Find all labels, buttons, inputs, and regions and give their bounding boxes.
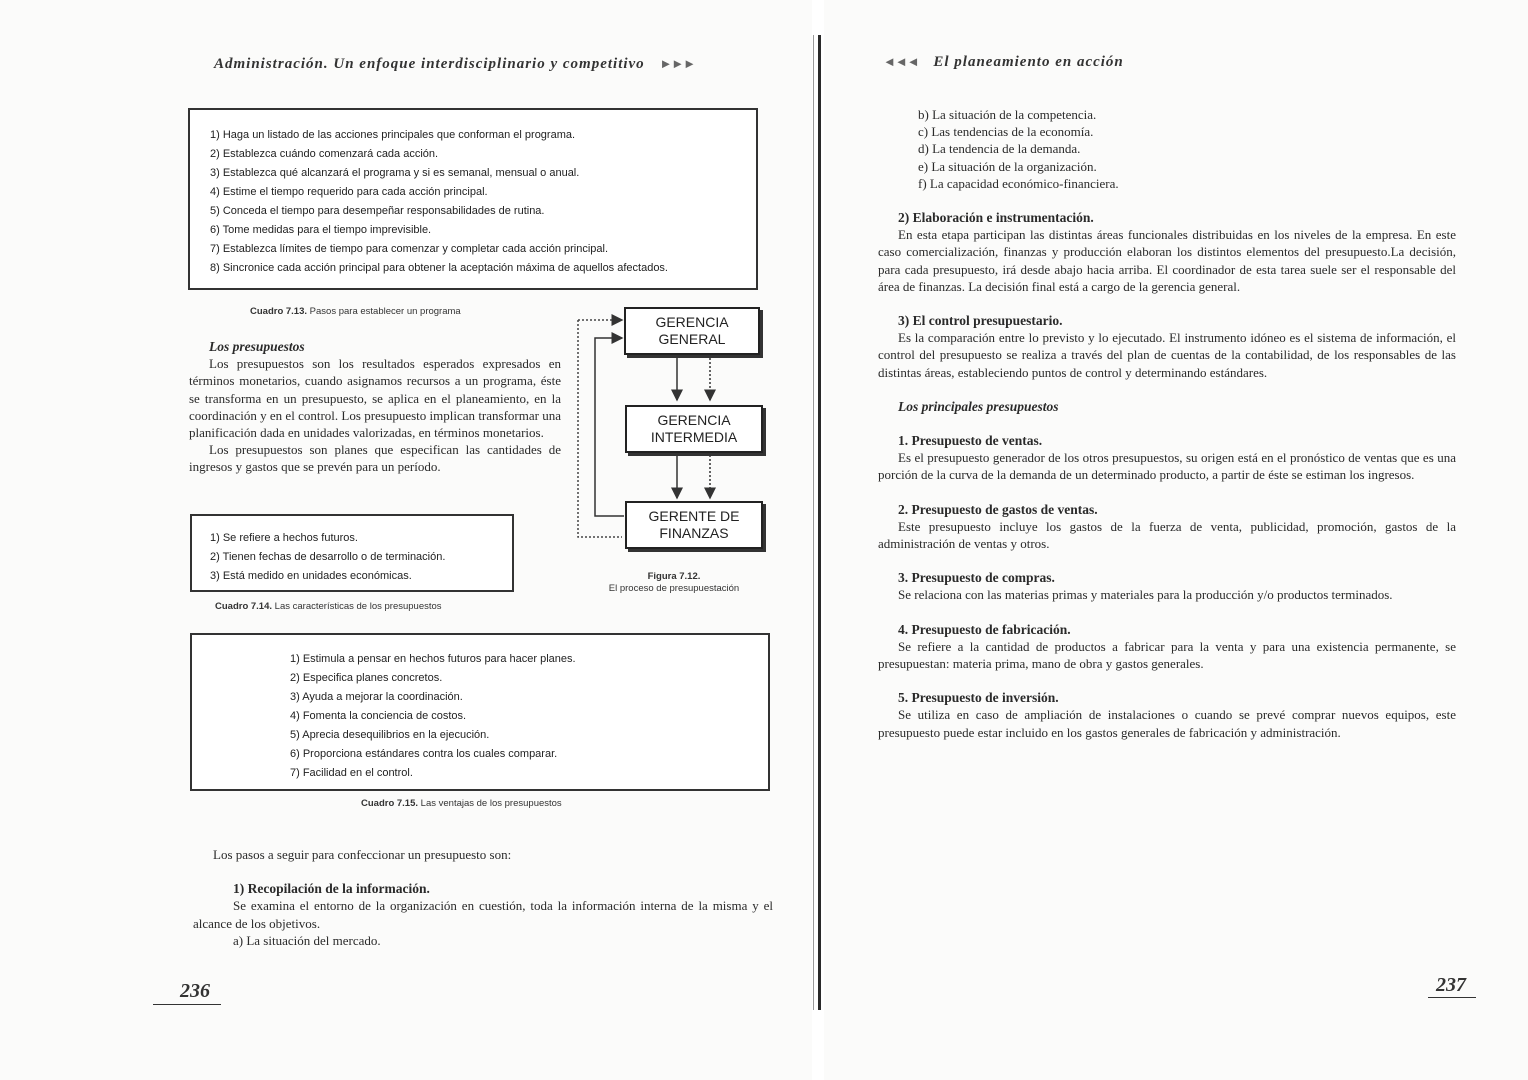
left-running-head bbox=[214, 56, 695, 73]
caption-text: Pasos para establecer un programa bbox=[309, 306, 461, 317]
list-item: 1) Haga un listado de las acciones principales que conforman el programa. bbox=[210, 129, 576, 141]
right-text-column bbox=[878, 106, 1456, 741]
dotted-connector bbox=[578, 320, 622, 537]
presupuestos-section bbox=[189, 338, 561, 476]
list-item: 6) Tome medidas para el tiempo imprevisible. bbox=[210, 224, 432, 236]
presupuestos-paragraph-2: Los presupuestos son planes que especifican las cantidades de ingresos y gastos que se prevén para un período. bbox=[189, 442, 561, 475]
forward-arrows-icon: ►►► bbox=[659, 56, 696, 71]
list-item: 3) Está medido en unidades económicas. bbox=[210, 570, 412, 582]
list-item: 7) Establezca límites de tiempo para comenzar y completar cada acción principal. bbox=[210, 243, 609, 255]
presupuestos-paragraph-1: Los presupuestos son los resultados esperados expresados en términos monetarios, cuando asignamos recursos a un programa, éste se transforma en un presupuesto, se aplica en el planeamiento, en la coordinación y en el control. Los presupuesto implican transformar una planificación dada en unidades valorizadas, en términos monetarios. bbox=[189, 356, 561, 441]
cuadro-7-14-caption bbox=[215, 601, 442, 612]
gerencia-general-box bbox=[624, 307, 760, 355]
pasos-section bbox=[193, 846, 773, 949]
gerencia-intermedia-label: GERENCIA INTERMEDIA bbox=[650, 412, 738, 445]
list-item: b) La situación de la competencia. bbox=[918, 107, 1097, 122]
gerente-finanzas-label: GERENTE DE FINANZAS bbox=[648, 508, 740, 541]
caption-text: El proceso de presupuestación bbox=[608, 583, 740, 594]
budget-2-title: 2. Presupuesto de gastos de ventas. bbox=[898, 501, 1098, 517]
list-item: 2) Establezca cuándo comenzará cada acción. bbox=[210, 148, 439, 160]
budget-1-text: Es el presupuesto generador de los otros presupuestos, su origen está en el pronóstico de ventas que es una porción de la curva de la demanda de un determinado producto, a partir de éste se estiman los ingresos. bbox=[878, 450, 1456, 483]
list-item: e) La situación de la organización. bbox=[918, 158, 1097, 174]
page-number-text: 236 bbox=[180, 980, 210, 1002]
page-number-rule bbox=[153, 1004, 221, 1005]
program-steps-list bbox=[210, 126, 756, 278]
cuadro-7-13-caption bbox=[250, 306, 461, 317]
right-running-head bbox=[883, 54, 1124, 71]
list-item: 2) Tienen fechas de desarrollo o de terminación. bbox=[210, 551, 446, 563]
left-page-number bbox=[180, 980, 210, 1003]
page-number-rule bbox=[1428, 997, 1476, 998]
list-item: f) La capacidad económico-financiera. bbox=[918, 175, 1119, 191]
pasos-intro: Los pasos a seguir para confeccionar un presupuesto son: bbox=[213, 847, 512, 862]
list-item: 7) Facilidad en el control. bbox=[290, 767, 413, 779]
caption-label: Cuadro 7.15. bbox=[361, 798, 419, 809]
budget-characteristics-list bbox=[210, 529, 512, 586]
step1-text: Se examina el entorno de la organización en cuestión, toda la información interna de la misma y el alcance de los objetivos. bbox=[193, 898, 773, 931]
cuadro-7-15-box bbox=[190, 633, 770, 791]
list-item: 5) Aprecia desequilibrios en la ejecución. bbox=[290, 729, 490, 741]
budget-3-text: Se relaciona con las materias primas y materiales para la producción y/o productos terminados. bbox=[898, 587, 1393, 603]
caption-label: Cuadro 7.14. bbox=[215, 601, 273, 612]
list-item: 1) Estimula a pensar en hechos futuros para hacer planes. bbox=[290, 653, 576, 665]
step2-title: 2) Elaboración e instrumentación. bbox=[898, 209, 1094, 225]
step1-item-a: a) La situación del mercado. bbox=[233, 932, 381, 948]
gerencia-intermedia-box bbox=[625, 405, 763, 453]
list-item: 8) Sincronice cada acción principal para obtener la aceptación máxima de aquellos afectados. bbox=[210, 262, 668, 274]
back-arrows-icon: ◄◄◄ bbox=[883, 54, 919, 69]
step3-text: Es la comparación entre lo previsto y lo ejecutado. El instrumento idóneo es el sistema de información, el control del presupuesto se realiza a través del plan de cuentas de la contabilidad, de los responsables de las distintas áreas, estableciendo puntos de control y determinando estándares. bbox=[878, 330, 1456, 380]
cuadro-7-14-box bbox=[190, 514, 514, 592]
step3-title: 3) El control presupuestario. bbox=[898, 312, 1063, 328]
list-item: 3) Establezca qué alcanzará el programa y si es semanal, mensual o anual. bbox=[210, 167, 580, 179]
list-item: 6) Proporciona estándares contra los cuales comparar. bbox=[290, 748, 558, 760]
list-item: 4) Estime el tiempo requerido para cada acción principal. bbox=[210, 186, 488, 198]
budget-5-title: 5. Presupuesto de inversión. bbox=[898, 690, 1059, 706]
section-title: Los presupuestos bbox=[209, 339, 305, 354]
step2-text: En esta etapa participan las distintas áreas funcionales distribuidas en los niveles de la empresa. En este caso comercialización, finanzas y producción elaboran los distintos elementos del presupuesto.La decisión, para cada presupuesto, irá desde abajo hacia arriba. El coordinador de esta tarea suele ser el responsable del área de finanzas. La decisión final está a cargo de la gerencia general. bbox=[878, 227, 1456, 294]
info-items-list bbox=[878, 106, 1456, 192]
caption-text: Las características de los presupuestos bbox=[274, 601, 442, 612]
budget-5-text: Se utiliza en caso de ampliación de instalaciones o cuando se prevé comprar nuevos equipos, este presupuesto puede estar incluido en los gastos generales de fabricación y administración. bbox=[878, 707, 1456, 740]
caption-label: Figura 7.12. bbox=[647, 571, 701, 582]
budget-4-title: 4. Presupuesto de fabricación. bbox=[898, 621, 1071, 637]
book-gutter bbox=[818, 35, 821, 1010]
list-item: c) Las tendencias de la economía. bbox=[918, 124, 1094, 140]
page-number-text: 237 bbox=[1436, 974, 1466, 996]
list-item: 3) Ayuda a mejorar la coordinación. bbox=[290, 691, 463, 703]
list-item: 1) Se refiere a hechos futuros. bbox=[210, 532, 358, 544]
list-item: 5) Conceda el tiempo para desempeñar responsabilidades de rutina. bbox=[210, 205, 545, 217]
right-page-number bbox=[1436, 974, 1466, 997]
feedback-arrow bbox=[595, 338, 624, 516]
budget-1-title: 1. Presupuesto de ventas. bbox=[898, 432, 1043, 448]
budget-advantages-list bbox=[290, 650, 768, 783]
left-running-head-text: Administración. Un enfoque interdisciplinario y competitivo bbox=[214, 56, 645, 72]
step1-title: 1) Recopilación de la información. bbox=[233, 881, 430, 897]
principales-title: Los principales presupuestos bbox=[898, 398, 1059, 414]
cuadro-7-13-box bbox=[188, 108, 758, 290]
right-running-head-text: El planeamiento en acción bbox=[933, 54, 1124, 70]
gerente-finanzas-box bbox=[625, 501, 763, 549]
list-item: 2) Especifica planes concretos. bbox=[290, 672, 443, 684]
caption-text: Las ventajas de los presupuestos bbox=[420, 798, 562, 809]
cuadro-7-15-caption bbox=[361, 798, 562, 809]
caption-label: Cuadro 7.13. bbox=[250, 306, 308, 317]
gerencia-general-label: GERENCIA GENERAL bbox=[655, 314, 729, 347]
list-item: d) La tendencia de la demanda. bbox=[918, 141, 1081, 157]
budget-2-text: Este presupuesto incluye los gastos de la fuerza de venta, publicidad, promoción, gastos de la administración de ventas y otros. bbox=[878, 518, 1456, 551]
list-item: 4) Fomenta la conciencia de costos. bbox=[290, 710, 467, 722]
budget-4-text: Se refiere a la cantidad de productos a fabricar para la venta y para una existencia permanente, se presupuestan: materia prima, mano de obra y gastos generales. bbox=[878, 638, 1456, 671]
budget-3-title: 3. Presupuesto de compras. bbox=[898, 570, 1055, 586]
gutter-shadow bbox=[813, 35, 814, 1010]
figura-7-12-caption bbox=[596, 571, 752, 595]
